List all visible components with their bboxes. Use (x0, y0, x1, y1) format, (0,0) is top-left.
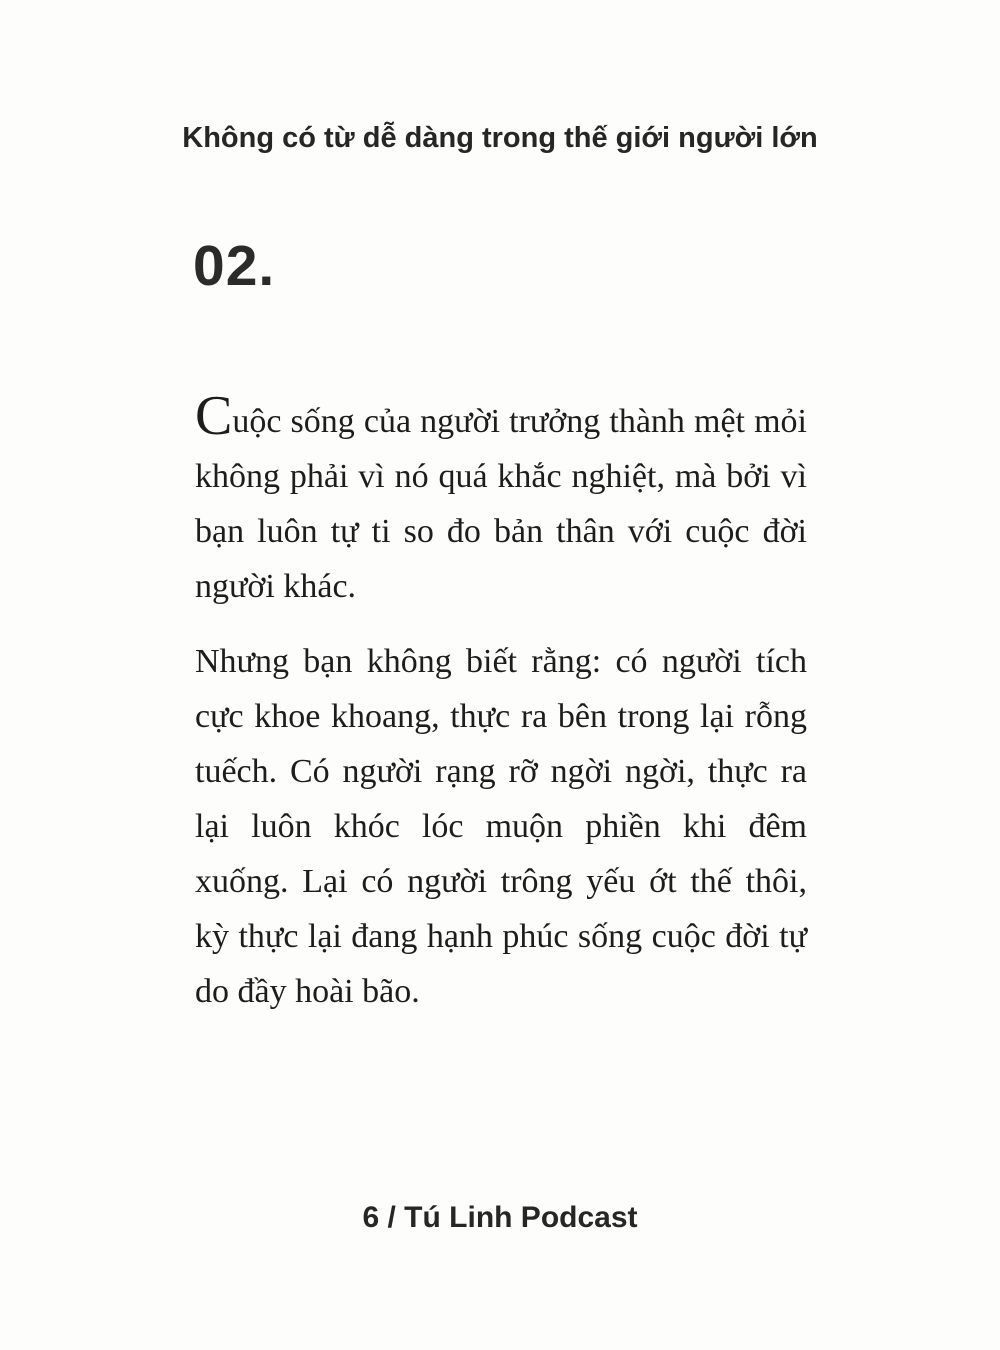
body-text (195, 385, 807, 1019)
paragraph-1 (195, 385, 807, 614)
page-footer-indicator: 6 / Tú Linh Podcast (362, 1201, 638, 1234)
paragraph-2: Nhưng bạn không biết rằng: có người tích cực khoe khoang, thực ra bên trong lại rỗng tuếch. Có người rạng rỡ ngời ngời, thực ra lại luôn khóc lóc muộn phiền khi đêm xuống. Lại có người trông yếu ớt thế thôi, kỳ thực lại đang hạnh phúc sống cuộc đời tự do đầy hoài bão. (195, 643, 807, 1010)
paragraph-1-text: uộc sống của người trưởng thành mệt mỏi không phải vì nó quá khắc nghiệt, mà bởi vì bạn luôn tự ti so đo bản thân với cuộc đời người khác. (195, 403, 807, 605)
initial-capital: C (195, 385, 233, 447)
chapter-number: 02. (193, 234, 276, 298)
running-header-title: Không có từ dễ dàng trong thế giới người lớn (182, 122, 818, 154)
